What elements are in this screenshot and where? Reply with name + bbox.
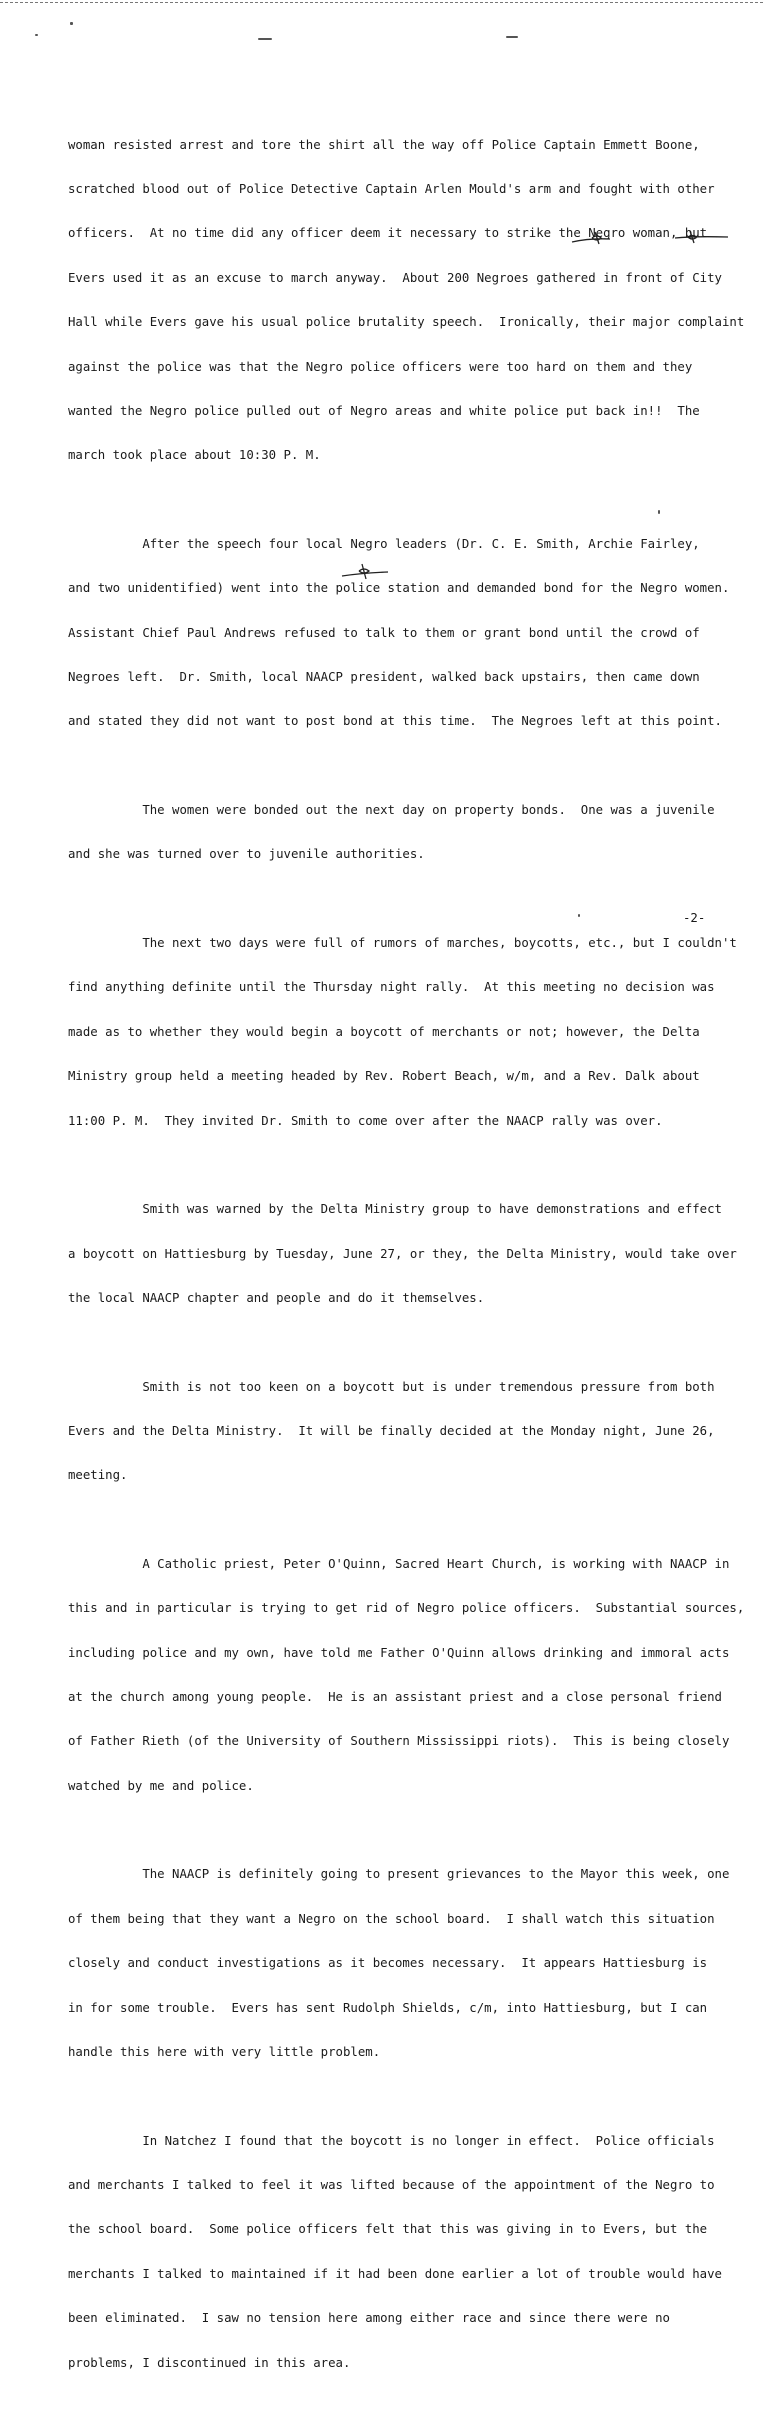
text-line: The NAACP is definitely going to present grievances to the Mayor this week, one (68, 1867, 730, 1882)
paragraph-8 (68, 1838, 728, 2090)
text-line: merchants I talked to maintained if it had been done earlier a lot of trouble would have (68, 2266, 722, 2281)
text-line: Ministry group held a meeting headed by Rev. Robert Beach, w/m, and a Rev. Dalk about (68, 1069, 700, 1084)
paragraph-2 (68, 507, 728, 759)
text-line: Evers used it as an excuse to march anyway. About 200 Negroes gathered in front of City (68, 270, 722, 285)
text-line: this and in particular is trying to get rid of Negro police officers. Substantial sources, (68, 1601, 745, 1616)
text-line: against the police was that the Negro police officers were too hard on them and they (68, 359, 693, 374)
paragraph-4 (68, 906, 737, 1158)
text-line: of them being that they want a Negro on the school board. I shall watch this situation (68, 1911, 715, 1926)
text-line: woman resisted arrest and tore the shirt all the way off Police Captain Emmett Boone, (68, 137, 700, 152)
text-line: find anything definite until the Thursday night rally. At this meeting no decision was (68, 980, 715, 995)
text-line: watched by me and police. (68, 1778, 254, 1793)
letter-body (68, 108, 745, 2414)
text-line: The women were bonded out the next day on property bonds. One was a juvenile (68, 803, 715, 818)
text-line: After the speech four local Negro leaders (Dr. C. E. Smith, Archie Fairley, (68, 536, 700, 551)
text-line: of Father Rieth (of the University of Southern Mississippi riots). This is being closely (68, 1734, 730, 1749)
text-line: Smith is not too keen on a boycott but is under tremendous pressure from both (68, 1379, 715, 1394)
paragraph-5 (68, 1173, 737, 1336)
page-top-edge (0, 2, 763, 3)
text-line: and merchants I talked to feel it was lifted because of the appointment of the Negro to (68, 2177, 715, 2192)
text-line: Evers and the Delta Ministry. It will be finally decided at the Monday night, June 26, (68, 1423, 715, 1438)
text-line: and stated they did not want to post bond at this time. The Negroes left at this point. (68, 714, 722, 729)
text-line: closely and conduct investigations as it becomes necessary. It appears Hattiesburg is (68, 1956, 708, 1971)
scan-speck (35, 34, 38, 36)
text-line: march took place about 10:30 P. M. (68, 448, 321, 463)
text-line: meeting. (68, 1468, 128, 1483)
text-line: Smith was warned by the Delta Ministry group to have demonstrations and effect (68, 1202, 722, 1217)
text-line: and two unidentified) went into the police station and demanded bond for the Negro women. (68, 581, 730, 596)
text-line: Hall while Evers gave his usual police brutality speech. Ironically, their major complaint (68, 315, 745, 330)
text-line: wanted the Negro police pulled out of Negro areas and white police put back in!! The (68, 403, 700, 418)
text-line: and she was turned over to juvenile authorities. (68, 847, 425, 862)
text-line: Negroes left. Dr. Smith, local NAACP president, walked back upstairs, then came down (68, 670, 700, 685)
scan-speck (258, 38, 272, 40)
paragraph-3 (68, 773, 728, 891)
text-line: in for some trouble. Evers has sent Rudolph Shields, c/m, into Hattiesburg, but I can (68, 2000, 708, 2015)
text-line: the school board. Some police officers felt that this was giving in to Evers, but the (68, 2222, 708, 2237)
text-line: Assistant Chief Paul Andrews refused to talk to them or grant bond until the crowd of (68, 625, 700, 640)
text-line: A Catholic priest, Peter O'Quinn, Sacred Heart Church, is working with NAACP in (68, 1556, 730, 1571)
text-line: at the church among young people. He is an assistant priest and a close personal friend (68, 1690, 722, 1705)
text-line: officers. At no time did any officer deem it necessary to strike the Negro woman, but (68, 226, 708, 241)
text-line: In Natchez I found that the boycott is no longer in effect. Police officials (68, 2133, 715, 2148)
text-line: a boycott on Hattiesburg by Tuesday, June 27, or they, the Delta Ministry, would take over (68, 1246, 737, 1261)
text-line: handle this here with very little problem. (68, 2044, 381, 2059)
text-line: The next two days were full of rumors of marches, boycotts, etc., but I couldn't (68, 936, 737, 951)
text-line: scratched blood out of Police Detective Captain Arlen Mould's arm and fought with other (68, 181, 715, 196)
text-line: the local NAACP chapter and people and do it themselves. (68, 1290, 485, 1305)
text-line: made as to whether they would begin a boycott of merchants or not; however, the Delta (68, 1024, 700, 1039)
scan-speck (506, 36, 518, 38)
paragraph-9 (68, 2104, 728, 2400)
scan-speck (70, 22, 73, 25)
page-number: -2- (683, 911, 706, 925)
text-line: 11:00 P. M. They invited Dr. Smith to come over after the NAACP rally was over. (68, 1113, 663, 1128)
paragraph-7 (68, 1527, 745, 1823)
paragraph-6 (68, 1350, 728, 1513)
paragraph-1 (68, 108, 745, 493)
text-line: been eliminated. I saw no tension here among either race and since there were no (68, 2311, 670, 2326)
text-line: problems, I discontinued in this area. (68, 2355, 351, 2370)
text-line: including police and my own, have told me Father O'Quinn allows drinking and immoral acts (68, 1645, 730, 1660)
